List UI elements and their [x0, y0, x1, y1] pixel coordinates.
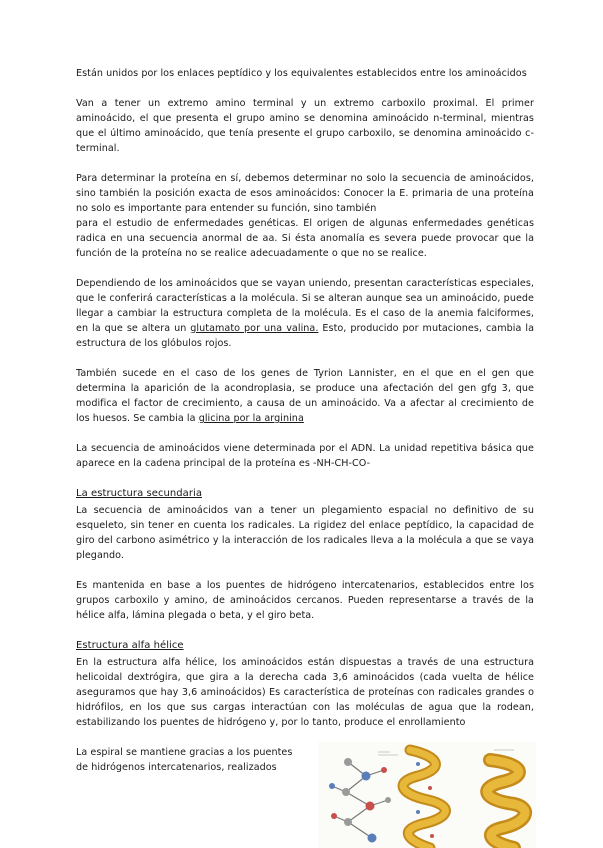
paragraph-hydrogen-bonds: Es mantenida en base a los puentes de hidrógeno intercatenarios, establecidos entre los grupos carboxilo y amino, de aminoácidos cercanos. Pueden representarse a través de la hélice alfa, lámina plegada o beta, y el giro beta. [76, 580, 534, 621]
heading-alpha-helix: Estructura alfa hélice [76, 640, 184, 651]
paragraph-sickle-cell [76, 276, 534, 351]
alpha-helix-illustration [318, 742, 536, 848]
paragraph-primary-structure-a: Para determinar la proteína en sí, debemos determinar no solo la secuencia de aminoácidos, sino también la posición exacta de esos aminoácidos: Conocer la E. primaria de una proteína no solo es importante para entender su función, sino también [76, 173, 534, 214]
paragraph-terminals: Van a tener un extremo amino terminal y un extremo carboxilo proximal. El primer aminoácido, el que presenta el grupo amino se denomina aminoácido n-terminal, mientras que el último aminoácido, que tenía presente el grupo carboxilo, se denomina aminoácido c-terminal. [76, 98, 534, 154]
paragraph-achondroplasia-text: También sucede en el caso de los genes de Tyrion Lannister, en el que en el gen que determina la aparición de la acondroplasia, se produce una afectación del gen gfg 3, que modifica el factor de crecimiento, a causa de un aminoácido. Va a afectar al crecimiento de los huesos. Se cambia la [76, 368, 534, 424]
alpha-helix-figure [318, 742, 536, 848]
glutamate-valine-link[interactable]: glutamato por una valina. [190, 323, 319, 334]
paragraph-achondroplasia [76, 366, 534, 426]
paragraph-folding: La secuencia de aminoácidos van a tener un plegamiento espacial no definitivo de su esqueleto, sin tener en cuenta los radicales. La rigidez del enlace peptídico, la capacidad de giro del carbono asimétrico y la interacción de los radicales lleva a la molécula a que se vaya plegando. [76, 505, 534, 561]
paragraph-peptide-bonds: Están unidos por los enlaces peptídico y los equivalentes establecidos entre los aminoácidos [76, 68, 527, 79]
heading-secondary-structure: La estructura secundaria [76, 488, 203, 499]
paragraph-spiral-line-1: La espiral se mantiene gracias a los puentes [76, 747, 293, 758]
glycine-arginine-link[interactable]: glicina por la arginina [198, 413, 304, 424]
paragraph-spiral-line-2: de hidrógenos intercatenarios, realizados [76, 762, 277, 773]
document-body [76, 66, 534, 790]
paragraph-primary-structure-b: para el estudio de enfermedades genéticas. El origen de algunas enfermedades genéticas radica en una secuencia anormal de aa. Si ésta anomalía es severa puede provocar que la función de la proteína no se realice adecuadamente o que no se realice. [76, 218, 534, 259]
paragraph-spiral [76, 745, 306, 775]
paragraph-alpha-helix: En la estructura alfa hélice, los aminoácidos están dispuestas a través de una estructura helicoidal dextrógira, que gira a la derecha cada 3,6 aminoácidos (cada vuelta de hélice aseguramos que hay 3,6 aminoácidos) Es característica de proteínas con radicales grandes o hidrófilos, en los que sus cargas interactúan con las moléculas de agua que la rodean, estabilizando los puentes de hidrógeno y, por lo tanto, produce el enrollamiento [76, 657, 534, 728]
paragraph-sickle-cell-text: Dependiendo de los aminoácidos que se vayan uniendo, presentan características especiales, que le conferirá características a la molécula. Si se alteran aunque sea un aminoácido, puede llegar a cambiar la estructura completa de la molécula. Es el caso de la anemia falciformes, en la que se altera un [76, 278, 534, 334]
paragraph-primary-structure [76, 171, 534, 261]
paragraph-dna-sequence: La secuencia de aminoácidos viene determinada por el ADN. La unidad repetitiva básica que aparece en la cadena principal de la proteína es -NH-CH-CO- [76, 443, 534, 469]
paragraph-sickle-cell-tail: Esto, producido por mutaciones, cambia la estructura de los glóbulos rojos. [76, 323, 534, 349]
